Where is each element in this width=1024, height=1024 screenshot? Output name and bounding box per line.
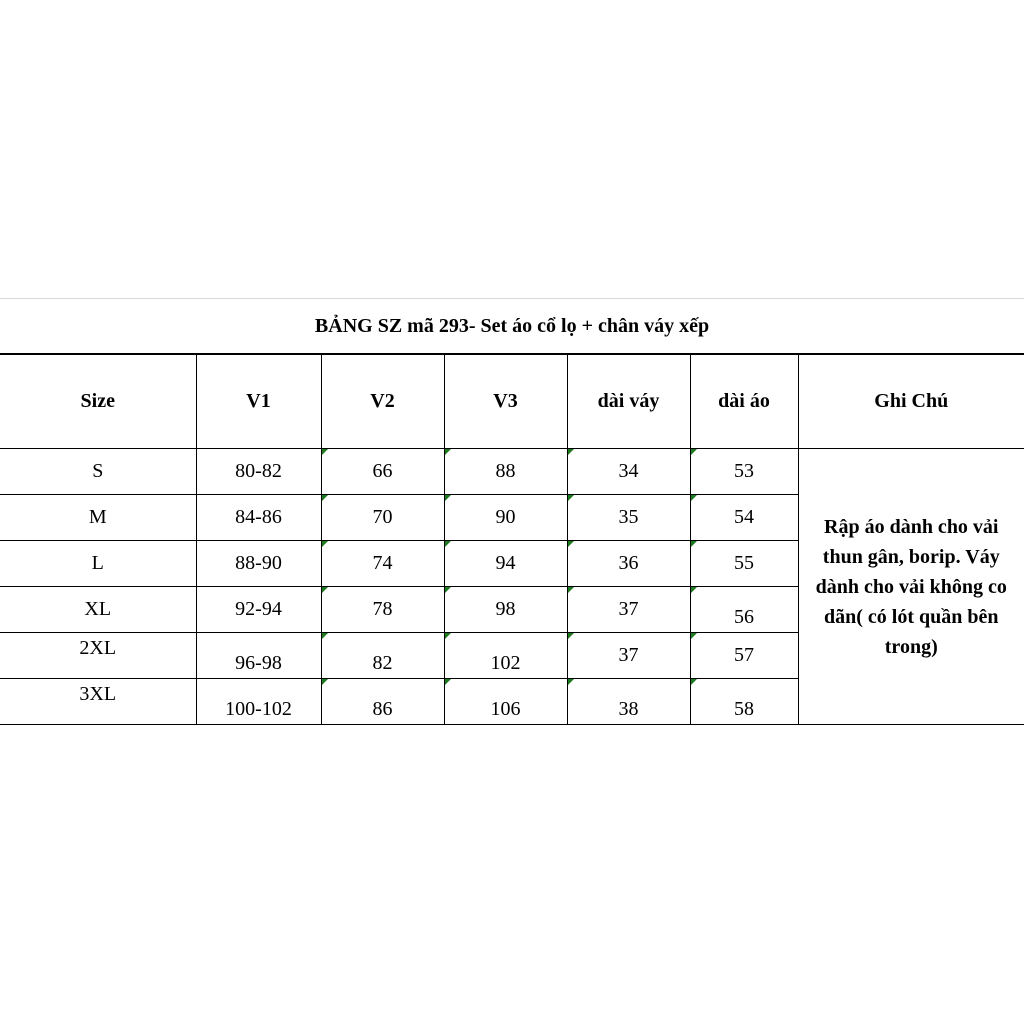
cell-v2: 66 — [321, 449, 444, 495]
cell-marker — [445, 541, 451, 547]
cell-v1: 80-82 — [196, 449, 321, 495]
cell-marker — [322, 541, 328, 547]
cell-marker — [568, 495, 574, 501]
cell-v3: 106 — [444, 679, 567, 725]
cell-v3: 88 — [444, 449, 567, 495]
cell-size: L — [0, 541, 196, 587]
cell-v2: 78 — [321, 587, 444, 633]
cell-marker — [322, 495, 328, 501]
size-table — [0, 354, 1024, 725]
cell-dai-ao: 56 — [690, 587, 798, 633]
cell-dai-vay: 36 — [567, 541, 690, 587]
cell-dai-ao: 55 — [690, 541, 798, 587]
cell-size: 3XL — [0, 679, 196, 725]
cell-marker — [568, 541, 574, 547]
cell-size: S — [0, 449, 196, 495]
header-v1: V1 — [196, 355, 321, 449]
cell-v2: 74 — [321, 541, 444, 587]
cell-dai-vay: 38 — [567, 679, 690, 725]
cell-v3: 102 — [444, 633, 567, 679]
cell-marker — [445, 587, 451, 593]
cell-marker — [568, 587, 574, 593]
cell-dai-ao: 54 — [690, 495, 798, 541]
header-size: Size — [0, 355, 196, 449]
table-row — [0, 449, 1024, 495]
cell-marker — [445, 679, 451, 685]
cell-dai-vay: 37 — [567, 587, 690, 633]
header-row — [0, 355, 1024, 449]
cell-marker — [691, 633, 697, 639]
cell-marker — [691, 587, 697, 593]
header-dai-vay: dài váy — [567, 355, 690, 449]
cell-v3: 94 — [444, 541, 567, 587]
cell-marker — [691, 449, 697, 455]
cell-dai-vay: 34 — [567, 449, 690, 495]
cell-marker — [322, 633, 328, 639]
cell-v1: 96-98 — [196, 633, 321, 679]
header-ghi-chu: Ghi Chú — [798, 355, 1024, 449]
cell-marker — [568, 633, 574, 639]
cell-marker — [322, 679, 328, 685]
cell-marker — [445, 633, 451, 639]
cell-marker — [691, 679, 697, 685]
cell-marker — [445, 495, 451, 501]
cell-dai-ao: 53 — [690, 449, 798, 495]
header-v3: V3 — [444, 355, 567, 449]
cell-size: XL — [0, 587, 196, 633]
cell-dai-vay: 37 — [567, 633, 690, 679]
cell-marker — [445, 449, 451, 455]
size-chart — [0, 298, 1024, 730]
cell-v1: 84-86 — [196, 495, 321, 541]
cell-v3: 98 — [444, 587, 567, 633]
cell-marker — [322, 587, 328, 593]
cell-v2: 86 — [321, 679, 444, 725]
cell-size: 2XL — [0, 633, 196, 679]
cell-marker — [691, 495, 697, 501]
cell-v2: 82 — [321, 633, 444, 679]
cell-size: M — [0, 495, 196, 541]
cell-marker — [322, 449, 328, 455]
cell-v1: 92-94 — [196, 587, 321, 633]
cell-marker — [691, 541, 697, 547]
cell-v3: 90 — [444, 495, 567, 541]
cell-v1: 100-102 — [196, 679, 321, 725]
cell-marker — [568, 679, 574, 685]
cell-marker — [568, 449, 574, 455]
table-title: BẢNG SZ mã 293- Set áo cổ lọ + chân váy xếp — [0, 298, 1024, 354]
cell-dai-ao: 58 — [690, 679, 798, 725]
cell-dai-ao: 57 — [690, 633, 798, 679]
cell-v2: 70 — [321, 495, 444, 541]
cell-v1: 88-90 — [196, 541, 321, 587]
header-v2: V2 — [321, 355, 444, 449]
note-cell: Rập áo dành cho vải thun gân, borip. Váy dành cho vải không co dãn( có lót quần bên trong) — [798, 449, 1024, 725]
cell-dai-vay: 35 — [567, 495, 690, 541]
header-dai-ao: dài áo — [690, 355, 798, 449]
